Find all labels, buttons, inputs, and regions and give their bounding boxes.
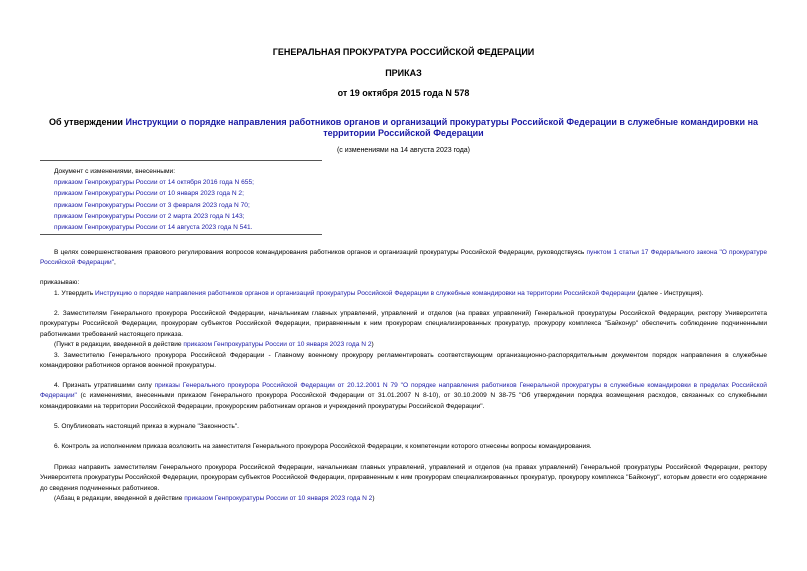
p1-text: 1. Утвердить	[54, 290, 95, 297]
p7-note-end: )	[372, 495, 375, 502]
paragraph-5: 5. Опубликовать настоящий приказ в журнале "Законность".	[54, 423, 239, 430]
p4-end: (с изменениями, внесенными приказом Генерального прокурора Российской Федерации от 31.01.2007 N 8-10), от 30.10.2009 N 38-75 "Об утверждении порядка возмещения расходов, связанных со служебными командировками на территории Российской Федерации, прокурорским работникам органов и учреждений прокуратуры Российской Федерации".	[40, 392, 767, 410]
changes-heading: Документ с изменениями, внесенными:	[54, 168, 176, 175]
intro-text: В целях совершенствования правового регулирования вопросов командирования работников органов и организаций прокуратуры Российской Федерации, руководствуясь	[54, 249, 587, 256]
divider-top	[40, 160, 322, 161]
paragraph-7: Приказ направить заместителям Генерального прокурора Российской Федерации, начальникам главных управлений, управлений и отделов (на правах управлений) Генеральной прокуратуры Российской Федерации, ректору Университета прокуратуры Российской Федерации, прокурорам субъектов Российской Федерации, приравненным к ним прокурорам специализированных прокуратур, прокурору комплекса "Байконур", которым довести его содержание до сведения подчиненных работников.	[40, 464, 767, 492]
order-word: приказываю:	[40, 279, 80, 286]
doc-type: ПРИКАЗ	[385, 68, 422, 78]
changes-list	[54, 166, 254, 233]
change-link[interactable]: приказом Генпрокуратуры России от 14 августа 2023 года N 541.	[54, 224, 253, 232]
paragraph-2: 2. Заместителям Генерального прокурора Российской Федерации, начальникам главных управлений, управлений и отделов (на правах управлений) Генеральной прокуратуры Российской Федерации, ректору Университета прокуратуры Российской Федерации, прокурорам субъектов Российской Федерации, приравненным к ним прокурорам специализированных прокуратур, прокурору комплекса "Байконур" обеспечить соблюдение подчиненными работниками требований настоящего приказа.	[40, 310, 767, 338]
paragraph-3: 3. Заместителю Генерального прокурора Российской Федерации - Главному военному прокурору регламентировать соответствующим организационно-распорядительным документом порядок направления в служебные командировки работников органов военной прокуратуры.	[40, 352, 767, 370]
title-prefix: Об утверждении	[48, 117, 126, 127]
doc-date: от 19 октября 2015 года N 578	[337, 88, 470, 98]
law-link[interactable]: пунктом 1 статьи 17 Федерального закона "О прокуратуре Российской Федерации"	[40, 249, 767, 267]
p7-note-text: (Абзац в редакции, введенной в действие	[54, 495, 185, 502]
p1-end: (далее - Инструкция).	[635, 290, 704, 297]
paragraph-7-note	[40, 494, 767, 504]
change-link[interactable]: приказом Генпрокуратуры России от 2 марта 2023 года N 143;	[54, 212, 245, 220]
divider-bottom	[40, 234, 322, 235]
change-link[interactable]: приказом Генпрокуратуры России от 3 февраля 2023 года N 70;	[54, 201, 250, 209]
paragraph-6: 6. Контроль за исполнением приказа возложить на заместителя Генерального прокурора Российской Федерации, к компетенции которого отнесены вопросы командирования.	[54, 443, 592, 450]
p2-note-link[interactable]: приказом Генпрокуратуры России от 10 января 2023 года N 2	[183, 341, 372, 348]
revision-note: (с изменениями на 14 августа 2023 года)	[336, 147, 471, 154]
p7-note-link[interactable]: приказом Генпрокуратуры России от 10 января 2023 года N 2	[184, 495, 373, 502]
paragraph-1	[40, 289, 767, 299]
repealed-orders-link[interactable]: приказы Генерального прокурора Российской Федерации от 20.12.2001 N 79 "О порядке направления работников Генеральной прокуратуры в служебные командировки в пределах Российской Федерации"	[40, 382, 767, 400]
intro-end: ,	[114, 259, 116, 267]
paragraph-4	[40, 381, 767, 412]
change-link[interactable]: приказом Генпрокуратуры России от 10 января 2023 года N 2;	[54, 190, 244, 198]
instruction-link[interactable]: Инструкцию о порядке направления работников органов и организаций прокуратуры Российской Федерации в служебные командировки на территории Российской Федерации	[94, 290, 636, 297]
doc-title	[40, 117, 767, 139]
org-name: ГЕНЕРАЛЬНАЯ ПРОКУРАТУРА РОССИЙСКОЙ ФЕДЕРАЦИИ	[272, 47, 535, 57]
p2-note-end: )	[371, 341, 374, 348]
change-link[interactable]: приказом Генпрокуратуры России от 14 октября 2016 года N 655;	[54, 179, 254, 187]
intro-paragraph	[40, 248, 767, 269]
p4-text: 4. Признать утратившими силу	[54, 382, 155, 389]
title-link[interactable]: Инструкции о порядке направления работников органов и организаций прокуратуры Российской Федерации в служебные командировки на территории Российской Федерации	[125, 117, 759, 138]
p2-note-text: (Пункт в редакции, введенной в действие	[54, 341, 184, 348]
paragraph-2-note	[40, 340, 767, 350]
